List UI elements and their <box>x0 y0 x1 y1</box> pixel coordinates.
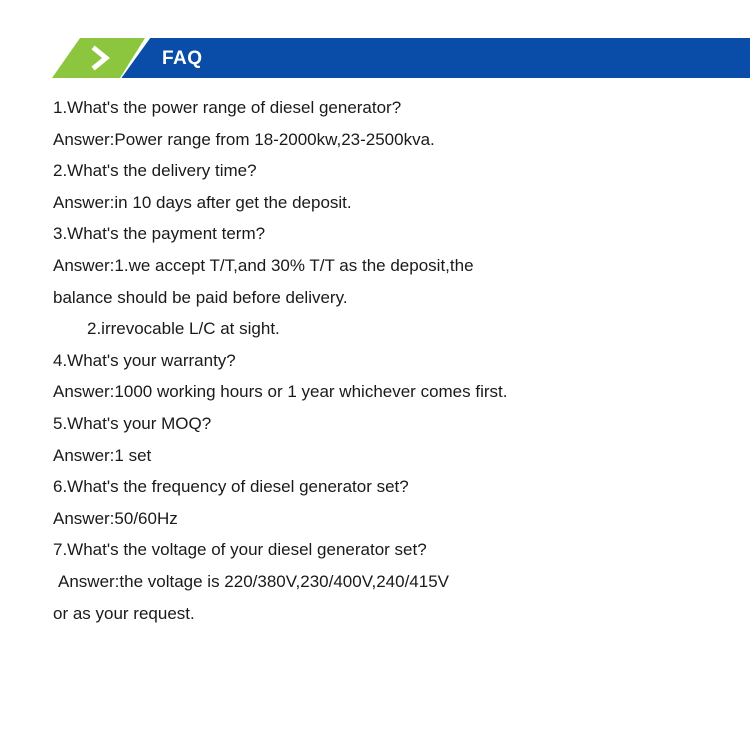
page-title: FAQ <box>162 48 203 69</box>
faq-answer-3-item-2: 2.irrevocable L/C at sight. <box>87 319 280 339</box>
faq-question-3: 3.What's the payment term? <box>53 224 266 244</box>
faq-list <box>53 92 733 629</box>
faq-header <box>0 0 750 90</box>
faq-answer-5: Answer:1 set <box>53 445 152 465</box>
faq-answer-6: Answer:50/60Hz <box>53 508 178 528</box>
faq-answer-2: Answer:in 10 days after get the deposit. <box>53 192 352 212</box>
faq-question-4: 4.What's your warranty? <box>53 350 236 370</box>
faq-question-5: 5.What's your MOQ? <box>53 413 212 433</box>
faq-answer-7-continued: or as your request. <box>53 603 195 623</box>
header-banner <box>0 0 750 90</box>
faq-question-1: 1.What's the power range of diesel generator? <box>53 98 402 117</box>
faq-question-2: 2.What's the delivery time? <box>53 161 257 181</box>
faq-answer-7: Answer:the voltage is 220/380V,230/400V,240/415V <box>58 571 449 591</box>
faq-answer-1: Answer:Power range from 18-2000kw,23-2500kva. <box>53 129 435 149</box>
faq-question-6: 6.What's the frequency of diesel generator set? <box>53 477 409 497</box>
faq-answer-4: Answer:1000 working hours or 1 year whichever comes first. <box>53 382 508 402</box>
faq-answer-3-continued: balance should be paid before delivery. <box>53 287 348 307</box>
faq-answer-3: Answer:1.we accept T/T,and 30% T/T as the deposit,the <box>53 255 474 275</box>
faq-question-7: 7.What's the voltage of your diesel generator set? <box>53 540 427 560</box>
